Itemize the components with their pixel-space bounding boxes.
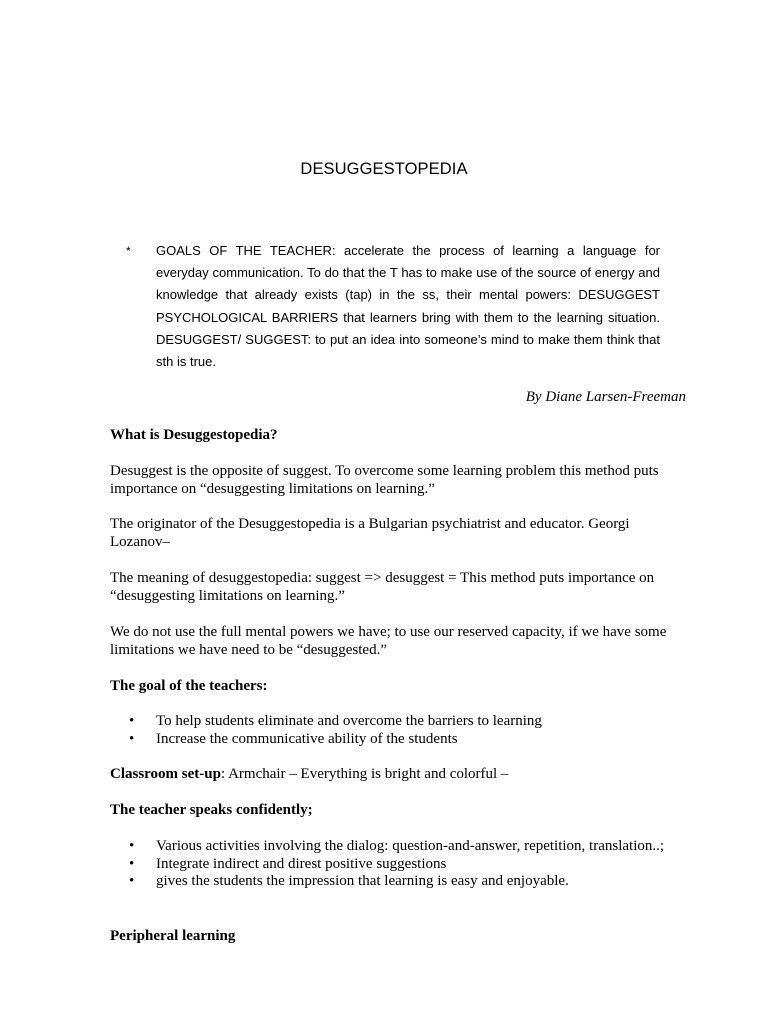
heading-what-is: What is Desuggestopedia? <box>110 427 278 443</box>
list-item: • gives the students the impression that learning is easy and enjoyable. <box>110 873 670 891</box>
paragraph-originator: The originator of the Desuggestopedia is a Bulgarian psychiatrist and educator. Georgi Lozanov– <box>110 516 630 550</box>
list-item: • To help students eliminate and overcome the barriers to learning <box>110 713 670 731</box>
teacher-goals-block <box>126 240 660 373</box>
list-item: • Various activities involving the dialog: question-and-answer, repetition, translation..; <box>110 838 670 856</box>
classroom-setup-label: Classroom set-up <box>110 766 221 782</box>
heading-teacher-speaks: The teacher speaks confidently; <box>110 802 313 818</box>
list-item: • Integrate indirect and direst positive suggestions <box>110 856 670 874</box>
paragraph-mental-powers: We do not use the full mental powers we have; to use our reserved capacity, if we have some limitations we have need to be “desuggested.” <box>110 624 667 658</box>
speak-list <box>110 838 670 891</box>
classroom-setup-text: : Armchair – Everything is bright and colorful – <box>220 766 509 782</box>
asterisk-bullet: * <box>126 244 131 258</box>
paragraph-meaning: The meaning of desuggestopedia: suggest => desuggest = This method puts importance on “desuggesting limitations on learning.” <box>110 570 655 604</box>
heading-peripheral-learning: Peripheral learning <box>110 928 236 944</box>
document-title: DESUGGESTOPEDIA <box>300 160 468 178</box>
teacher-goals-text: GOALS OF THE TEACHER: accelerate the process of learning a language for everyday communication. To do that the T has to make use of the source of energy and knowledge that already exists (tap) in the ss, their mental powers: DESUGGEST PSYCHOLOGICAL BARRIERS that learners bring with them to the learning situation. DESUGGEST/ SUGGEST: to put an idea into someone’s mind to make them think that sth is true. <box>156 243 660 370</box>
goal-list <box>110 713 670 748</box>
classroom-setup-line <box>110 766 670 784</box>
list-item: • Increase the communicative ability of the students <box>110 731 670 749</box>
heading-goal-of-teachers: The goal of the teachers: <box>110 678 268 694</box>
paragraph-desuggest-definition: Desuggest is the opposite of suggest. To overcome some learning problem this method puts importance on “desuggesting limitations on learning.” <box>110 463 659 497</box>
author-byline: By Diane Larsen-Freeman <box>525 389 686 405</box>
